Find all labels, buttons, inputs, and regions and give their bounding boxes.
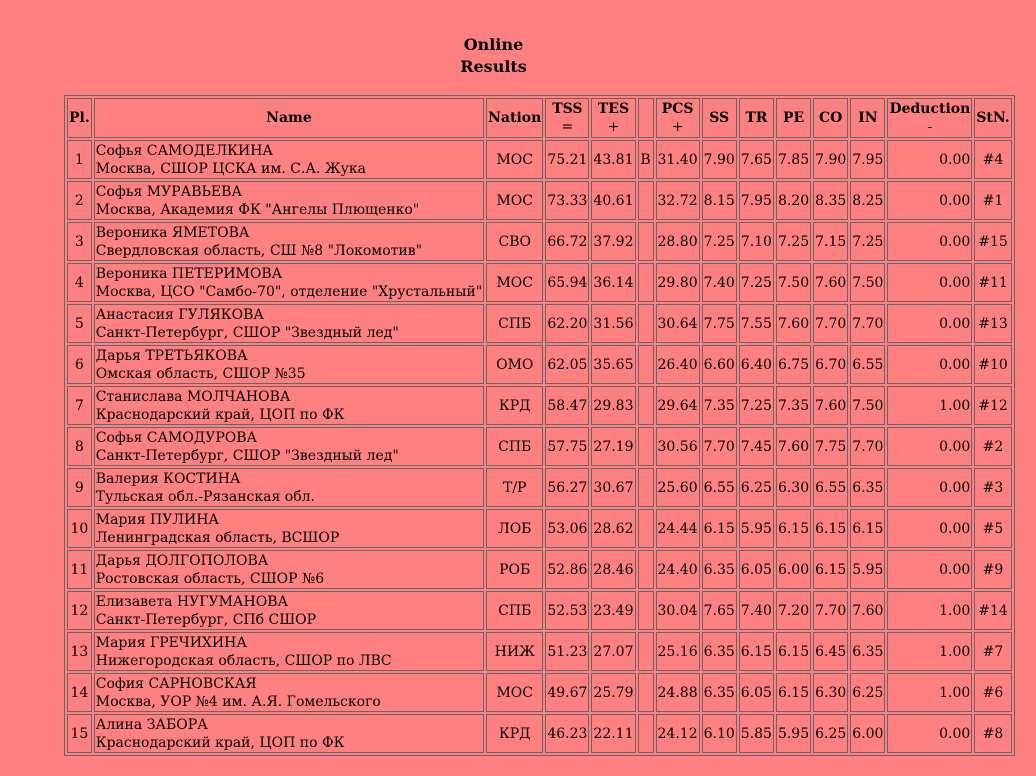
cell-pcs: 32.72 <box>656 181 700 220</box>
cell-tr: 6.25 <box>739 468 774 507</box>
cell-nation: ОМО <box>486 345 543 384</box>
header-deduction <box>887 98 972 138</box>
cell-co: 8.35 <box>813 181 848 220</box>
cell-ss: 6.15 <box>702 509 737 548</box>
table-row <box>67 632 1012 671</box>
header-tss-label: TSS <box>552 101 583 117</box>
header-ss: SS <box>702 98 737 138</box>
cell-nation: КРД <box>486 386 543 425</box>
cell-pl: 4 <box>67 263 92 302</box>
cell-ded: 0.00 <box>887 181 972 220</box>
cell-tss: 52.86 <box>545 550 589 589</box>
header-flag <box>638 98 654 138</box>
cell-pcs: 25.16 <box>656 632 700 671</box>
cell-in: 6.55 <box>850 345 885 384</box>
cell-tes: 23.49 <box>591 591 635 630</box>
cell-nation: МОС <box>486 263 543 302</box>
skater-club: Санкт-Петербург, СШОР "Звездный лед" <box>95 324 399 341</box>
cell-flag <box>638 222 654 261</box>
cell-co: 6.45 <box>813 632 848 671</box>
cell-ded: 1.00 <box>887 632 972 671</box>
skater-name: Софья МУРАВЬЕВА <box>95 183 243 200</box>
cell-pcs: 25.60 <box>656 468 700 507</box>
cell-tss: 66.72 <box>545 222 589 261</box>
cell-co: 6.70 <box>813 345 848 384</box>
skater-club: Тульская обл.-Рязанская обл. <box>95 488 315 505</box>
cell-pcs: 28.80 <box>656 222 700 261</box>
skater-club: Москва, СШОР ЦСКА им. С.А. Жука <box>95 160 366 177</box>
skater-club: Санкт-Петербург, СПб СШОР <box>95 611 317 628</box>
skater-club: Москва, ЦСО "Самбо-70", отделение "Хрустальный" <box>95 283 483 300</box>
cell-ded: 0.00 <box>887 304 972 343</box>
cell-in: 6.35 <box>850 632 885 671</box>
table-row <box>67 304 1012 343</box>
cell-tr: 5.85 <box>739 714 774 753</box>
cell-nation: СВО <box>486 222 543 261</box>
cell-name <box>94 181 484 220</box>
cell-tes: 40.61 <box>591 181 635 220</box>
cell-tr: 7.25 <box>739 263 774 302</box>
cell-in: 6.35 <box>850 468 885 507</box>
cell-ded: 1.00 <box>887 591 972 630</box>
cell-co: 6.30 <box>813 673 848 712</box>
skater-club: Ленинградская область, ВСШОР <box>95 529 340 546</box>
cell-tr: 6.40 <box>739 345 774 384</box>
cell-tr: 6.05 <box>739 550 774 589</box>
skater-club: Москва, Академия ФК "Ангелы Плющенко" <box>95 201 420 218</box>
cell-tes: 27.19 <box>591 427 635 466</box>
results-body <box>67 140 1012 753</box>
cell-stn: #1 <box>974 181 1011 220</box>
cell-name <box>94 140 484 179</box>
cell-pl: 3 <box>67 222 92 261</box>
cell-flag <box>638 591 654 630</box>
cell-in: 7.50 <box>850 263 885 302</box>
cell-flag <box>638 550 654 589</box>
cell-tss: 51.23 <box>545 632 589 671</box>
header-stn: StN. <box>974 98 1011 138</box>
cell-tes: 31.56 <box>591 304 635 343</box>
skater-club: Ростовская область, СШОР №6 <box>95 570 325 587</box>
header-pcs-label: PCS <box>661 101 694 117</box>
header-name: Name <box>94 98 484 138</box>
cell-name <box>94 591 484 630</box>
header-tr: TR <box>739 98 774 138</box>
cell-flag <box>638 263 654 302</box>
table-row <box>67 427 1012 466</box>
cell-in: 6.00 <box>850 714 885 753</box>
header-pl: Pl. <box>67 98 92 138</box>
cell-in: 7.70 <box>850 304 885 343</box>
cell-pl: 8 <box>67 427 92 466</box>
cell-ss: 7.65 <box>702 591 737 630</box>
results-table <box>64 95 1015 756</box>
skater-club: Санкт-Петербург, СШОР "Звездный лед" <box>95 447 399 464</box>
skater-name: Анастасия ГУЛЯКОВА <box>95 306 264 323</box>
cell-tes: 27.07 <box>591 632 635 671</box>
header-pe: PE <box>776 98 811 138</box>
cell-pe: 6.15 <box>776 509 811 548</box>
table-row <box>67 222 1012 261</box>
cell-flag <box>638 632 654 671</box>
cell-co: 6.15 <box>813 550 848 589</box>
cell-pe: 7.85 <box>776 140 811 179</box>
skater-name: Дарья ТРЕТЬЯКОВА <box>95 347 248 364</box>
cell-stn: #7 <box>974 632 1011 671</box>
cell-stn: #13 <box>974 304 1011 343</box>
cell-pl: 12 <box>67 591 92 630</box>
cell-ss: 6.35 <box>702 632 737 671</box>
skater-name: Софья САМОДУРОВА <box>95 429 258 446</box>
cell-in: 8.25 <box>850 181 885 220</box>
cell-pcs: 24.40 <box>656 550 700 589</box>
header-tes-label: TES <box>597 101 630 117</box>
cell-nation: МОС <box>486 140 543 179</box>
cell-co: 6.15 <box>813 509 848 548</box>
skater-name: Дарья ДОЛГОПОЛОВА <box>95 552 269 569</box>
header-in: IN <box>850 98 885 138</box>
cell-co: 6.25 <box>813 714 848 753</box>
cell-flag: B <box>638 140 654 179</box>
table-row <box>67 673 1012 712</box>
cell-tr: 7.10 <box>739 222 774 261</box>
cell-tr: 6.05 <box>739 673 774 712</box>
cell-flag <box>638 427 654 466</box>
cell-name <box>94 222 484 261</box>
cell-pe: 8.20 <box>776 181 811 220</box>
skater-club: Краснодарский край, ЦОП по ФК <box>95 734 345 751</box>
cell-pe: 7.20 <box>776 591 811 630</box>
cell-stn: #12 <box>974 386 1011 425</box>
cell-co: 7.90 <box>813 140 848 179</box>
cell-pl: 10 <box>67 509 92 548</box>
cell-ss: 6.35 <box>702 550 737 589</box>
cell-name <box>94 427 484 466</box>
cell-nation: НИЖ <box>486 632 543 671</box>
cell-name <box>94 550 484 589</box>
cell-flag <box>638 714 654 753</box>
cell-ded: 0.00 <box>887 140 972 179</box>
cell-in: 7.50 <box>850 386 885 425</box>
cell-nation: РОБ <box>486 550 543 589</box>
cell-tes: 28.62 <box>591 509 635 548</box>
cell-flag <box>638 181 654 220</box>
cell-name <box>94 386 484 425</box>
cell-pcs: 26.40 <box>656 345 700 384</box>
table-header-row <box>67 98 1012 138</box>
table-row <box>67 181 1012 220</box>
skater-club: Омская область, СШОР №35 <box>95 365 306 382</box>
page-title <box>0 34 987 78</box>
cell-tss: 46.23 <box>545 714 589 753</box>
cell-tr: 7.25 <box>739 386 774 425</box>
header-tss <box>545 98 589 138</box>
cell-co: 7.60 <box>813 386 848 425</box>
skater-club: Москва, УОР №4 им. А.Я. Гомельского <box>95 693 381 710</box>
cell-pcs: 30.56 <box>656 427 700 466</box>
cell-pe: 6.00 <box>776 550 811 589</box>
cell-stn: #8 <box>974 714 1011 753</box>
table-row <box>67 591 1012 630</box>
cell-pl: 2 <box>67 181 92 220</box>
cell-pe: 6.75 <box>776 345 811 384</box>
cell-ded: 1.00 <box>887 673 972 712</box>
skater-name: Мария ГРЕЧИХИНА <box>95 634 247 651</box>
cell-tr: 6.15 <box>739 632 774 671</box>
cell-tss: 62.20 <box>545 304 589 343</box>
cell-tss: 65.94 <box>545 263 589 302</box>
cell-co: 6.55 <box>813 468 848 507</box>
cell-tr: 7.55 <box>739 304 774 343</box>
cell-name <box>94 632 484 671</box>
cell-pcs: 24.88 <box>656 673 700 712</box>
cell-ded: 0.00 <box>887 509 972 548</box>
skater-name: Вероника ПЕТЕРИМОВА <box>95 265 283 282</box>
cell-stn: #10 <box>974 345 1011 384</box>
cell-tes: 36.14 <box>591 263 635 302</box>
table-row <box>67 386 1012 425</box>
table-row <box>67 550 1012 589</box>
cell-ss: 7.90 <box>702 140 737 179</box>
cell-pcs: 24.12 <box>656 714 700 753</box>
cell-ss: 8.15 <box>702 181 737 220</box>
cell-pcs: 29.64 <box>656 386 700 425</box>
header-tes-sub: + <box>607 119 620 135</box>
cell-pl: 7 <box>67 386 92 425</box>
cell-stn: #14 <box>974 591 1011 630</box>
cell-ded: 0.00 <box>887 714 972 753</box>
cell-in: 6.25 <box>850 673 885 712</box>
cell-name <box>94 673 484 712</box>
cell-tss: 52.53 <box>545 591 589 630</box>
skater-club: Нижегородская область, СШОР по ЛВС <box>95 652 392 669</box>
cell-name <box>94 468 484 507</box>
cell-pl: 11 <box>67 550 92 589</box>
cell-pl: 6 <box>67 345 92 384</box>
cell-tes: 22.11 <box>591 714 635 753</box>
cell-nation: ЛОБ <box>486 509 543 548</box>
header-tes <box>591 98 635 138</box>
table-row <box>67 714 1012 753</box>
cell-tss: 62.05 <box>545 345 589 384</box>
header-nation: Nation <box>486 98 543 138</box>
cell-flag <box>638 509 654 548</box>
cell-tss: 75.21 <box>545 140 589 179</box>
cell-ded: 0.00 <box>887 550 972 589</box>
table-row <box>67 468 1012 507</box>
cell-stn: #9 <box>974 550 1011 589</box>
cell-pe: 7.35 <box>776 386 811 425</box>
cell-co: 7.75 <box>813 427 848 466</box>
cell-pe: 7.50 <box>776 263 811 302</box>
cell-in: 7.70 <box>850 427 885 466</box>
cell-flag <box>638 468 654 507</box>
cell-tr: 7.65 <box>739 140 774 179</box>
cell-tr: 7.95 <box>739 181 774 220</box>
cell-stn: #15 <box>974 222 1011 261</box>
cell-stn: #4 <box>974 140 1011 179</box>
cell-nation: МОС <box>486 673 543 712</box>
cell-pcs: 24.44 <box>656 509 700 548</box>
cell-nation: СПБ <box>486 304 543 343</box>
cell-in: 7.25 <box>850 222 885 261</box>
cell-ss: 6.35 <box>702 673 737 712</box>
cell-flag <box>638 345 654 384</box>
cell-ss: 6.10 <box>702 714 737 753</box>
cell-nation: СПБ <box>486 591 543 630</box>
cell-ss: 7.70 <box>702 427 737 466</box>
cell-nation: Т/Р <box>486 468 543 507</box>
cell-tss: 58.47 <box>545 386 589 425</box>
cell-name <box>94 509 484 548</box>
header-deduction-label: Deduction <box>889 101 971 117</box>
skater-club: Краснодарский край, ЦОП по ФК <box>95 406 345 423</box>
skater-name: Станислава МОЛЧАНОВА <box>95 388 291 405</box>
header-deduction-sub: - <box>927 119 933 135</box>
cell-tes: 30.67 <box>591 468 635 507</box>
cell-tss: 53.06 <box>545 509 589 548</box>
cell-co: 7.70 <box>813 304 848 343</box>
cell-flag <box>638 673 654 712</box>
cell-nation: КРД <box>486 714 543 753</box>
cell-tes: 29.83 <box>591 386 635 425</box>
cell-pe: 5.95 <box>776 714 811 753</box>
table-row <box>67 345 1012 384</box>
cell-stn: #6 <box>974 673 1011 712</box>
skater-name: Вероника ЯМЕТОВА <box>95 224 250 241</box>
cell-nation: МОС <box>486 181 543 220</box>
cell-tss: 57.75 <box>545 427 589 466</box>
cell-co: 7.60 <box>813 263 848 302</box>
cell-tes: 37.92 <box>591 222 635 261</box>
skater-club: Свердловская область, СШ №8 "Локомотив" <box>95 242 423 259</box>
cell-pl: 1 <box>67 140 92 179</box>
cell-tes: 35.65 <box>591 345 635 384</box>
cell-tr: 7.45 <box>739 427 774 466</box>
page-title-line1: Online <box>463 35 524 54</box>
cell-name <box>94 304 484 343</box>
cell-pl: 5 <box>67 304 92 343</box>
skater-name: Елизавета НУГУМАНОВА <box>95 593 289 610</box>
cell-stn: #2 <box>974 427 1011 466</box>
cell-ss: 7.75 <box>702 304 737 343</box>
table-row <box>67 509 1012 548</box>
cell-ded: 0.00 <box>887 468 972 507</box>
cell-in: 5.95 <box>850 550 885 589</box>
skater-name: Софья САМОДЕЛКИНА <box>95 142 274 159</box>
cell-flag <box>638 304 654 343</box>
cell-ded: 0.00 <box>887 345 972 384</box>
skater-name: Валерия КОСТИНА <box>95 470 241 487</box>
header-pcs-sub: + <box>671 119 684 135</box>
cell-pcs: 29.80 <box>656 263 700 302</box>
cell-pcs: 31.40 <box>656 140 700 179</box>
cell-ss: 7.25 <box>702 222 737 261</box>
skater-name: Алина ЗАБОРА <box>95 716 208 733</box>
cell-in: 7.95 <box>850 140 885 179</box>
cell-ded: 0.00 <box>887 263 972 302</box>
cell-co: 7.70 <box>813 591 848 630</box>
cell-pl: 14 <box>67 673 92 712</box>
cell-tss: 49.67 <box>545 673 589 712</box>
cell-pe: 6.15 <box>776 632 811 671</box>
cell-stn: #11 <box>974 263 1011 302</box>
cell-tr: 5.95 <box>739 509 774 548</box>
cell-pl: 13 <box>67 632 92 671</box>
cell-pe: 6.15 <box>776 673 811 712</box>
cell-nation: СПБ <box>486 427 543 466</box>
cell-tss: 73.33 <box>545 181 589 220</box>
cell-ss: 6.55 <box>702 468 737 507</box>
cell-ss: 6.60 <box>702 345 737 384</box>
cell-pe: 7.25 <box>776 222 811 261</box>
cell-pl: 9 <box>67 468 92 507</box>
cell-flag <box>638 386 654 425</box>
cell-tes: 25.79 <box>591 673 635 712</box>
skater-name: София САРНОВСКАЯ <box>95 675 257 692</box>
cell-ded: 0.00 <box>887 222 972 261</box>
cell-stn: #3 <box>974 468 1011 507</box>
skater-name: Мария ПУЛИНА <box>95 511 220 528</box>
cell-ss: 7.35 <box>702 386 737 425</box>
cell-name <box>94 345 484 384</box>
cell-tes: 28.46 <box>591 550 635 589</box>
cell-stn: #5 <box>974 509 1011 548</box>
cell-pe: 6.30 <box>776 468 811 507</box>
cell-ss: 7.40 <box>702 263 737 302</box>
cell-in: 7.60 <box>850 591 885 630</box>
cell-ded: 1.00 <box>887 386 972 425</box>
page-title-line2: Results <box>460 57 527 76</box>
header-pcs <box>656 98 700 138</box>
cell-pcs: 30.64 <box>656 304 700 343</box>
table-row <box>67 140 1012 179</box>
cell-name <box>94 263 484 302</box>
header-tss-sub: = <box>561 119 574 135</box>
cell-ded: 0.00 <box>887 427 972 466</box>
cell-in: 6.15 <box>850 509 885 548</box>
cell-co: 7.15 <box>813 222 848 261</box>
cell-pcs: 30.04 <box>656 591 700 630</box>
cell-pe: 7.60 <box>776 304 811 343</box>
cell-tes: 43.81 <box>591 140 635 179</box>
cell-pe: 7.60 <box>776 427 811 466</box>
cell-pl: 15 <box>67 714 92 753</box>
cell-tss: 56.27 <box>545 468 589 507</box>
cell-name <box>94 714 484 753</box>
header-co: CO <box>813 98 848 138</box>
table-row <box>67 263 1012 302</box>
cell-tr: 7.40 <box>739 591 774 630</box>
